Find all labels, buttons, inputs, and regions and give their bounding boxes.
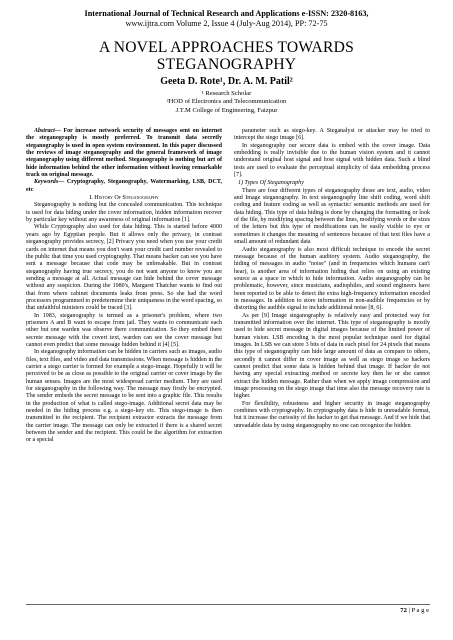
paragraph: parameter such as stego-key. A Steganalyst or attacker may be tried to intercept the stego image [6]. (234, 128, 430, 142)
paragraph: Audio steganography is also most difficult technique to encode the secret message because of the human auditory system. Audio steganography, the hiding of messages in audio "noise" (and in frequencies which humans can't hear), is another area of information hiding that relies on using an existing source as a space in which to hide information. Audio steganography can be problematic, however, since musicians, audiophiles, and sound engineers have been reported to be able to detect the extra high-frequency information encoded in messages. In addition to store information in non-audible frequencies or by distorting the audible signal to include additional noise [8, 6]. (234, 246, 430, 312)
title-line-2: STEGANOGRAPHY (156, 56, 297, 73)
affiliation-2: ²HOD of Electronics and Telecommunication (166, 98, 287, 106)
page-number-value: 72 (400, 607, 407, 614)
affiliation-3: J.T.M College of Engineering, Faizpur (175, 106, 278, 114)
page-label: | P a g e (406, 607, 429, 614)
section-heading-history: I. History Of Steganography (89, 195, 159, 202)
paragraph: In steganography information can be hidden in carriers such as images, audio files, text files, and video and data transmissions. When message is hidden in the carrier a stego carrier is formed for example a stego-image. Hopefully it will be perceived to be as close as possible to the original carrier or cover image by the human senses. Images are the most widespread carrier medium. They are used for steganography in the following way. The message may firstly be encrypted. The sender embeds the secret message to be sent into a graphic file. This results in the production of what is called stego-image. Additional secret data may be needed in the hiding process e.g. a stego-key etc. This stego-image is then transmitted to the recipient. The recipient extractor extracts the message from the carrier image. The message can only be extracted if there is a shared secret between the sender and the recipient. This could be the algorithm for extraction or a special (26, 349, 222, 444)
paragraph: Steganography is nothing but the concealed communication. This technique is used for data hiding under the cover information, hidden information recover by particular key without any awareness of original information [1]. (26, 202, 222, 224)
keywords-text: Cryptography, Steganography, Watermarking, LSB, DCT, etc (26, 179, 222, 193)
paragraph: While Cryptography also used for data hiding. This is started before 4000 years ago by Egyptian people. But it allows only the privacy, in contrast steganography provides secrecy, [2] Privacy you need when you use your credit cards on internet that means you don't want your credit card number revealed to the public that time you used cryptography. That means hacker can see you have sent a message because that code may be unbreakable. But in contrast steganography having true secrecy, you do not want anyone to know you are sending a message at all. Actual message can hide behind the cover message without any suspicion. During the 1980's, Margaret Thatcher wants to find out that from where cabinet documents leaks from press. So she had the word processors programmed to predetermine their uniqueness in the word spacing, so that unfaithful ministers could be traced [3]. (26, 224, 222, 312)
paragraph: There are four different types of steganography those are text, audio, video and Image steganography. In text steganography line shift coding, word shift coding and feature coding as well as syntactic/ semantic methods are used for data hiding. This type of data hiding is done by changing the formatting or look of the file, by modifying spacing between the lines, modifying words or the sizes of the letters but this type of modifications can be easily visible to eye or sometimes it changes the meaning of sentences because of that text files have a small amount of redundant data (234, 187, 430, 246)
keywords (26, 179, 222, 194)
affiliation-1: ¹ Research Scholar (201, 90, 252, 97)
keywords-label: Keywords— (34, 179, 65, 186)
subheading-types: 1) Types Of Steganography (238, 180, 304, 187)
title-line-1: A NOVEL APPROACHES TOWARDS (99, 39, 354, 56)
journal-header (0, 9, 453, 28)
journal-volume: www.ijtra.com Volume 2, Issue 4 (July-Aug 2014), PP: 72-75 (125, 18, 328, 28)
abstract-text: For increase network security of messages sent on internet the steganography is mostly preferred. To transmit data secretly steganography is used in open system environment. In this paper discussed the reviews of image steganography and the general framework of image steganography using different method. Steganography is nothing but art of hide information behind the other information without leaving remarkable track on original message. (26, 128, 222, 179)
affiliations (0, 90, 453, 115)
authors: Geeta D. Rote¹, Dr. A. M. Patil² (160, 76, 293, 87)
left-column (26, 128, 222, 445)
abstract-label: Abstract— (34, 128, 61, 134)
paper-title (0, 39, 453, 73)
paragraph: For flexibility, robustness and higher security in image steganography combines with cryptography. In cryptography data is hide in unreadable format, but it increase the curiosity of the hacker to get that message. And if we hide that unreadable data by using steganography no one can recognize the hidden (234, 400, 430, 429)
paragraph: As per [9] Image steganography is relatively easy and protected way for transmitted information over the internet. This type of steganography is mostly used to hide secret message in digital images because of the limited power of human vision. LSB encoding is the most popular technique used for digital images. In LSB we can store 3 bits of data in each pixel for 24 pixels that means this type of steganography can hide large amount of data as compare to others, secondly it cannot differ in cover image as well as stego image so hackers cannot predict that some data is hidden behind that image. If hacker do not having any special extracting method or secrete key then he or she cannot extract the hidden message. Rather than when we apply image compression and image processing on the stego image that time also the message recovery rate is higher. (234, 312, 430, 400)
journal-name: International Journal of Technical Research and Applications e-ISSN: 2320-8163, (84, 9, 369, 18)
paragraph: In steganography our secure data is embed with the cover image. Data embedding is really invisible due to the human vision system and it cannot understand original host signal and host signal with hidden data. Such a blind tests are used to evaluate the perceptual simplicity of data embedding process [7]. (234, 142, 430, 179)
right-column (234, 128, 430, 430)
page-number (400, 607, 429, 614)
footer-rule (26, 604, 430, 605)
abstract (26, 128, 222, 179)
paragraph: In 1983, steganography is termed as a prisoner's problem, where two prisoners A and B want to escape from jail. They wants to communicate each other but one warden was observe there communication. So they embed there secrete message with the covert text, warden can see the cover message but cannot even predict that some message hidden behind it [4] [5]. (26, 312, 222, 348)
